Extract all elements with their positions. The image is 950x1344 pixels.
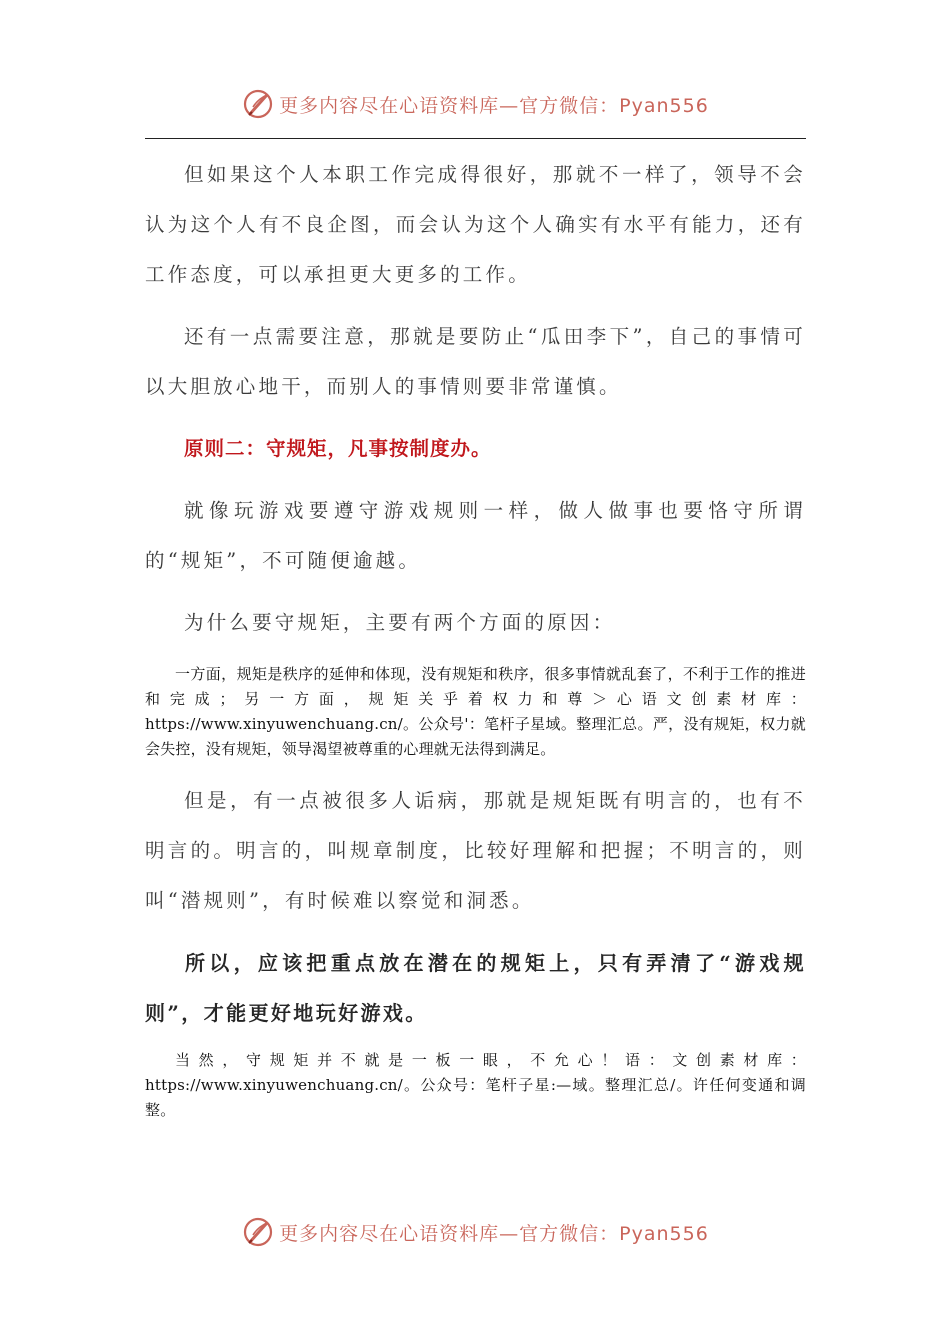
paragraph-8: 当然，守规矩并不就是一板一眼，不允心！语：文创素材库：https://www.xinyuwenchuang.cn/。公众号：笔杆子星:—域。整理汇总/。许任何变通和调整。: [145, 1051, 806, 1119]
paragraph-4: 为什么要守规矩，主要有两个方面的原因：: [184, 611, 616, 634]
paragraph-6: 但是，有一点被很多人诟病，那就是规矩既有明言的，也有不明言的。明言的，叫规章制度，比较好理解和把握；不明言的，则叫“潜规则”，有时候难以察觉和洞悉。: [145, 789, 806, 912]
page-header: [0, 84, 950, 124]
footer-banner: 更多内容尽在心语资料库—官方微信：Pyan556: [279, 1222, 709, 1245]
paragraph-1: 但如果这个人本职工作完成得很好，那就不一样了，领导不会认为这个人有不良企图，而会认为这个人确实有水平有能力，还有工作态度，可以承担更大更多的工作。: [145, 163, 806, 286]
section-heading: 原则二：守规矩，凡事按制度办。: [184, 437, 492, 460]
header-rule: [145, 138, 806, 139]
paragraph-2: 还有一点需要注意，那就是要防止“瓜田李下”，自己的事情可以大胆放心地干，而别人的事情则要非常谨慎。: [145, 325, 806, 398]
paragraph-5: 一方面，规矩是秩序的延伸和体现，没有规矩和秩序，很多事情就乱套了，不利于工作的推进和完成；另一方面，规矩关乎着权力和尊＞心语文创素材库：https://www.xinyuwenchuang.cn/。公众号'：笔杆子星域。整理汇总。严，没有规矩，权力就会失控，没有规矩，领导渴望被尊重的心理就无法得到满足。: [145, 665, 806, 758]
page-footer: [0, 1212, 950, 1252]
paragraph-3: 就像玩游戏要遵守游戏规则一样，做人做事也要恪守所谓的“规矩”，不可随便逾越。: [145, 499, 806, 572]
pen-logo-icon: [241, 87, 275, 121]
header-wechat-id: Pyan556: [619, 94, 709, 117]
footer-wechat-id: Pyan556: [619, 1222, 709, 1245]
paragraph-7: 所以，应该把重点放在潜在的规矩上，只有弄清了“游戏规则”，才能更好地玩好游戏。: [145, 951, 806, 1025]
pen-logo-icon: [241, 1215, 275, 1249]
header-banner: 更多内容尽在心语资料库—官方微信：Pyan556: [279, 94, 709, 117]
document-body: [145, 150, 806, 1123]
